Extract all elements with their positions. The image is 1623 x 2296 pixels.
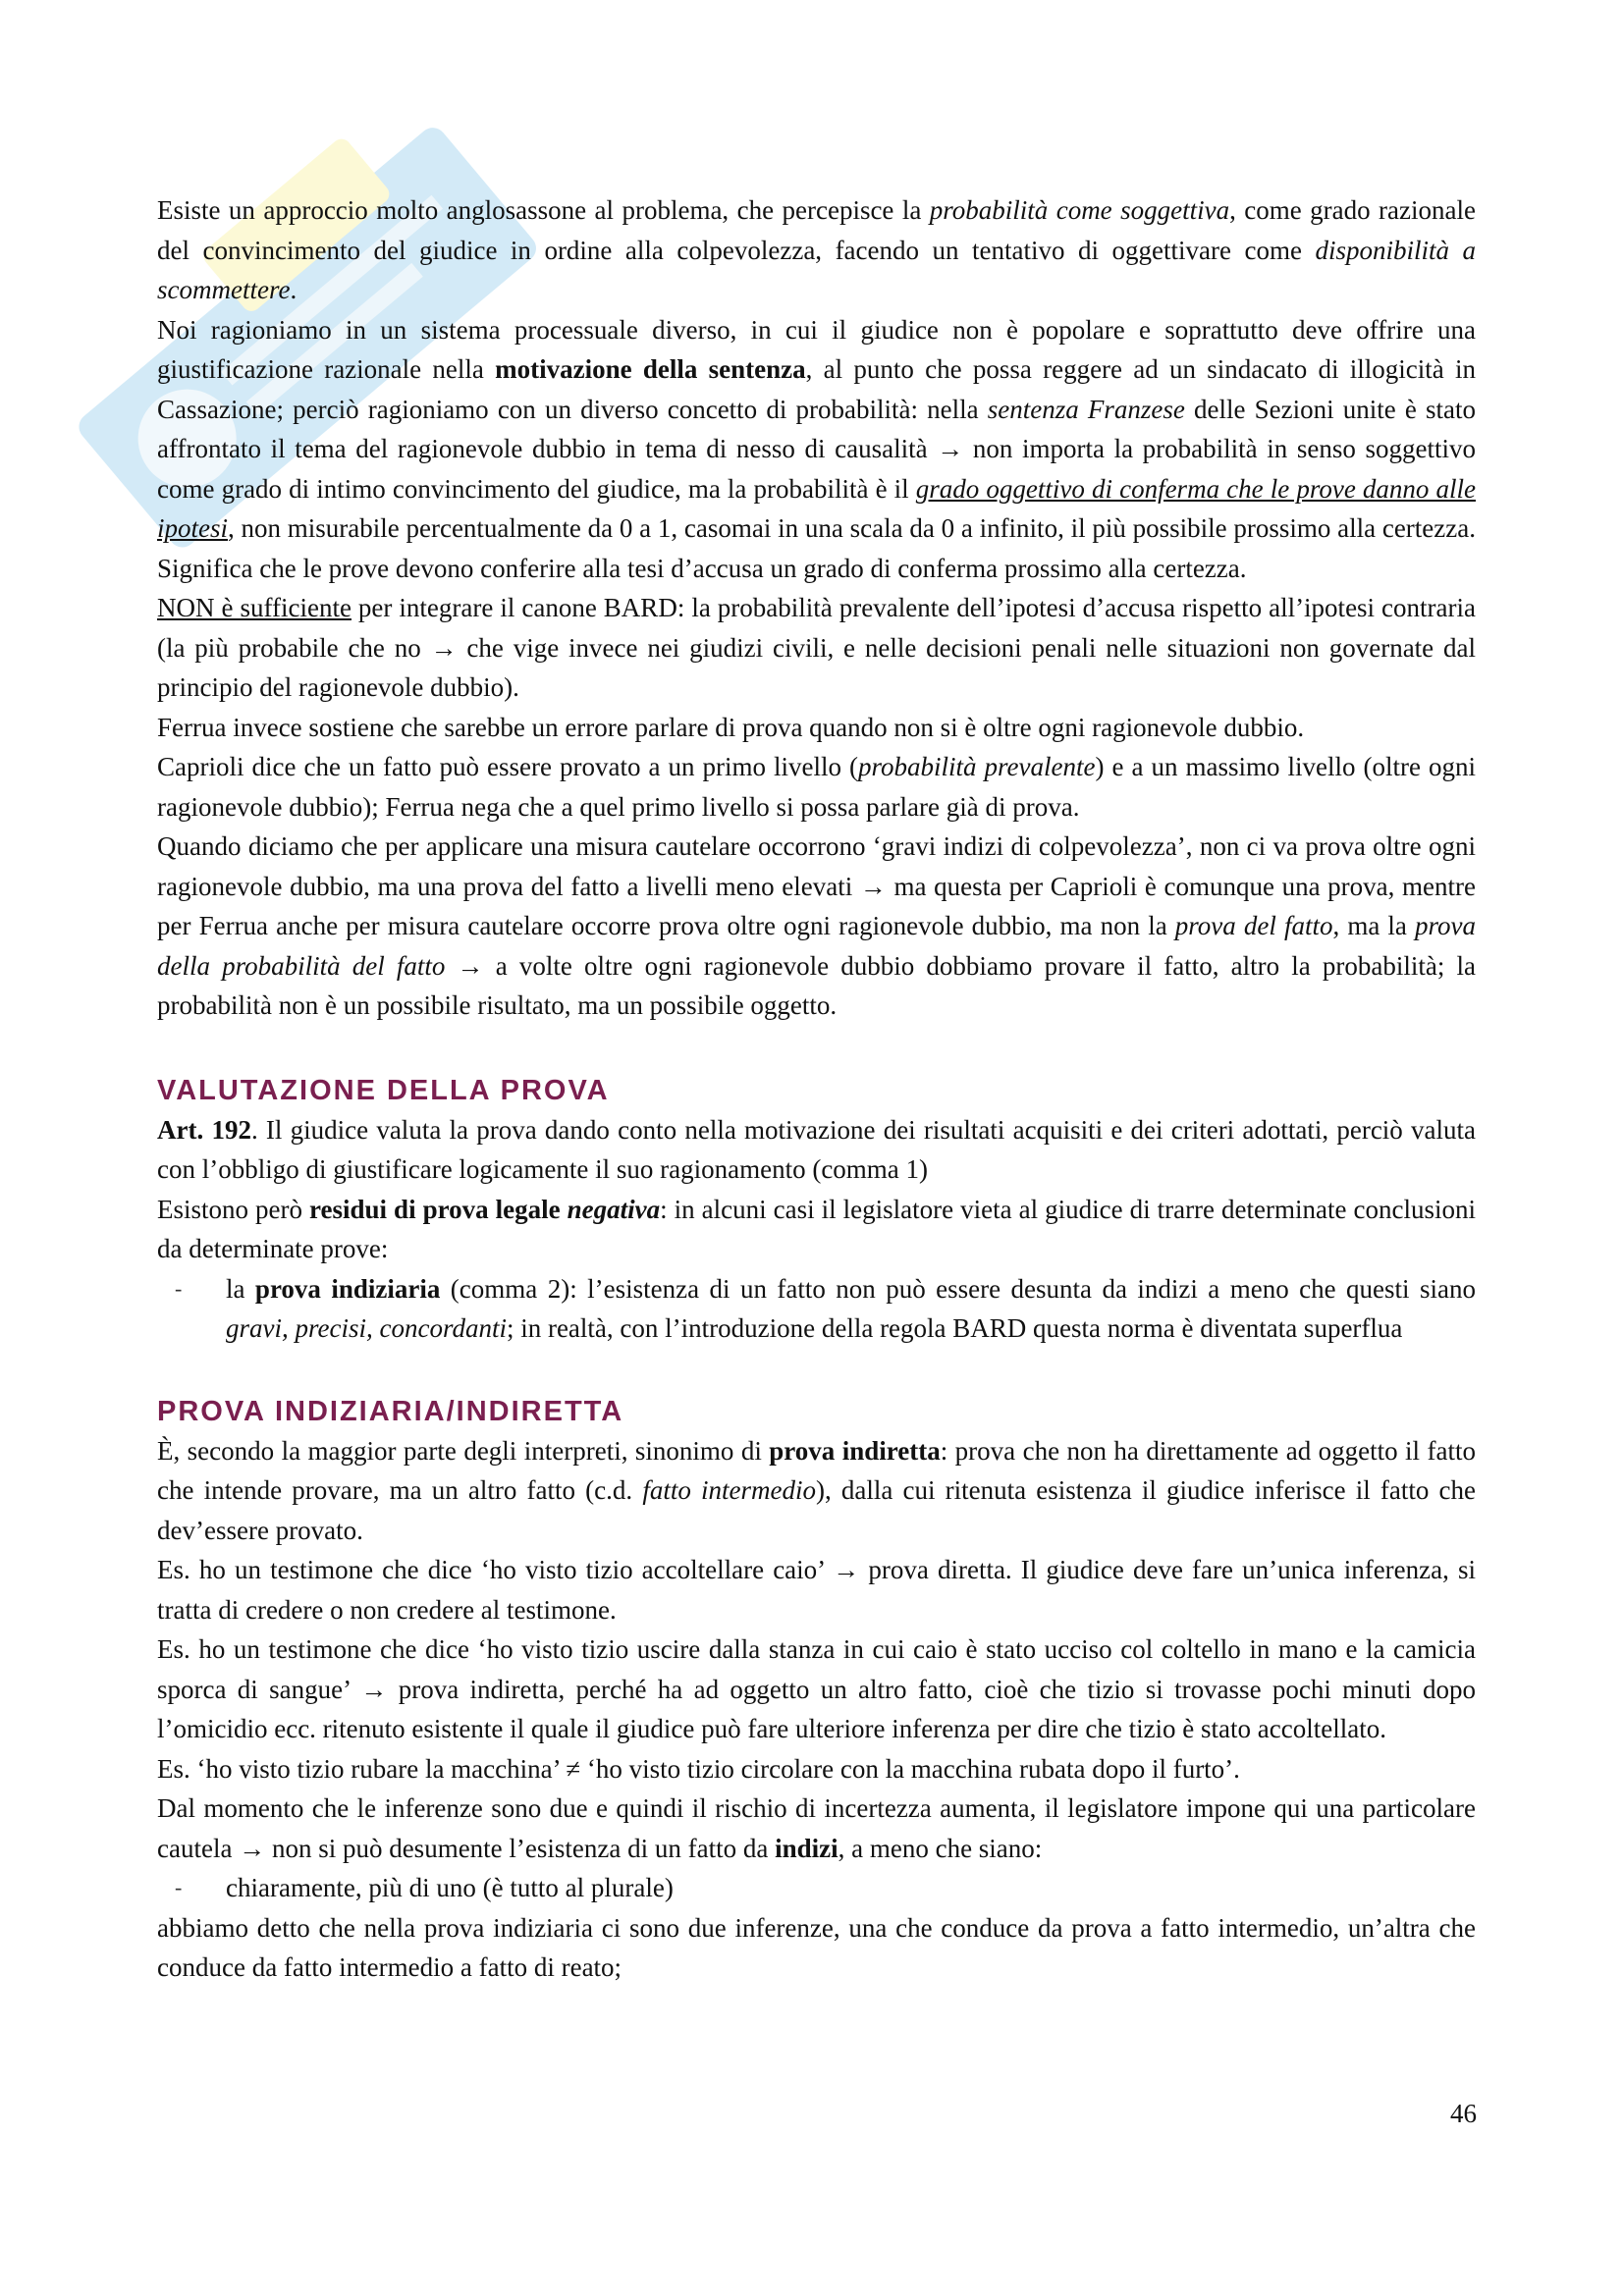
- paragraph: Noi ragioniamo in un sistema processuale diverso, in cui il giudice non è popolare e soprattutto deve offrire una giustificazione razionale nella motivazione della sentenza, al punto che possa reggere ad un sindacato di illogicità in Cassazione; perciò ragioniamo con un diverso concetto di probabilità: nella sentenza Franzese delle Sezioni unite è stato affrontato il tema del ragionevole dubbio in tema di nesso di causalità → non importa la probabilità in senso soggettivo come grado di intimo convincimento del giudice, ma la probabilità è il grado oggettivo di conferma che le prove danno alle ipotesi, non misurabile percentualmente da 0 a 1, casomai in una scala da 0 a infinito, il più possibile prossimo alla certezza. Significa che le prove devono conferire alla tesi d’accusa un grado di conferma prossimo alla certezza.: [157, 314, 1477, 583]
- bullet-list: [157, 1269, 1476, 1349]
- paragraph: Art. 192. Il giudice valuta la prova dando conto nella motivazione dei risultati acquisiti e dei criteri adottati, perciò valuta con l’obbligo di giustificare logicamente il suo ragionamento (comma 1): [157, 1114, 1476, 1184]
- document-body: [157, 190, 1476, 1988]
- paragraph: Es. ‘ho visto tizio rubare la macchina’ ≠ ‘ho visto tizio circolare con la macchina rubata dopo il furto’.: [157, 1753, 1240, 1784]
- paragraph: Es. ho un testimone che dice ‘ho visto tizio accoltellare caio’ → prova diretta. Il giudice deve fare un’unica inferenza, si tratta di credere o non credere al testimone.: [157, 1555, 1476, 1625]
- dash-bullet: -: [175, 1275, 183, 1301]
- paragraph: Esistono però residui di prova legale negativa: in alcuni casi il legislatore vieta al giudice di trarre determinate conclusioni da determinate prove:: [157, 1194, 1476, 1263]
- paragraph: È, secondo la maggior parte degli interpreti, sinonimo di prova indiretta: prova che non ha direttamente ad oggetto il fatto che intende provare, ma un altro fatto (c.d. fatto intermedio), dalla cui ritenuta esistenza il giudice inferisce il fatto che dev’essere provato.: [157, 1435, 1476, 1545]
- bullet-list: [157, 1868, 1476, 1908]
- paragraph: Dal momento che le inferenze sono due e quindi il rischio di incertezza aumenta, il legislatore impone qui una particolare cautela → non si può desumente l’esistenza di un fatto da indizi, a meno che siano:: [157, 1793, 1476, 1863]
- paragraph: Esiste un approccio molto anglosassone al problema, che percepisce la probabilità come soggettiva, come grado razionale del convincimento del giudice in ordine alla colpevolezza, facendo un tentativo di oggettivare come disponibilità a scommettere.: [157, 195, 1476, 304]
- page-number: 46: [1450, 2099, 1477, 2128]
- paragraph: Es. ho un testimone che dice ‘ho visto tizio uscire dalla stanza in cui caio è stato ucciso col coltello in mano e la camicia sporca di sangue’ → prova indiretta, perché ha ad oggetto un altro fatto, cioè che tizio si trovasse pochi minuti dopo l’omicidio ecc. ritenuto esistente il quale il giudice può fare ulteriore inferenza per dire che tizio è stato accoltellato.: [157, 1634, 1476, 1743]
- section-heading-prova-indiziaria: PROVA INDIZIARIA/INDIRETTA: [157, 1395, 624, 1427]
- section-heading-valutazione: VALUTAZIONE DELLA PROVA: [157, 1074, 610, 1106]
- list-item: - chiaramente, più di uno (è tutto al plurale): [157, 1868, 1476, 1908]
- dash-bullet: -: [175, 1875, 183, 1899]
- list-item: - la prova indiziaria (comma 2): l’esistenza di un fatto non può essere desunta da indizi a meno che questi siano gravi, precisi, concordanti; in realtà, con l’introduzione della regola BARD questa norma è diventata superflua: [157, 1269, 1476, 1349]
- paragraph: NON è sufficiente per integrare il canone BARD: la probabilità prevalente dell’ipotesi d’accusa rispetto all’ipotesi contraria (la più probabile che no → che vige invece nei giudizi civili, e nelle decisioni penali nelle situazioni non governate dal principio del ragionevole dubbio).: [157, 593, 1476, 702]
- paragraph: abbiamo detto che nella prova indiziaria ci sono due inferenze, una che conduce da prova a fatto intermedio, un’altra che conduce da fatto intermedio a fatto di reato;: [157, 1912, 1476, 1982]
- paragraph: Caprioli dice che un fatto può essere provato a un primo livello (probabilità prevalente) e a un massimo livello (oltre ogni ragionevole dubbio); Ferrua nega che a quel primo livello si possa parlare già di prova.: [157, 752, 1476, 822]
- paragraph: Ferrua invece sostiene che sarebbe un errore parlare di prova quando non si è oltre ogni ragionevole dubbio.: [157, 712, 1305, 742]
- paragraph: Quando diciamo che per applicare una misura cautelare occorrono ‘gravi indizi di colpevolezza’, non ci va prova oltre ogni ragionevole dubbio, ma una prova del fatto a livelli meno elevati → ma questa per Caprioli è comunque una prova, mentre per Ferrua anche per misura cautelare occorre prova oltre ogni ragionevole dubbio, ma non la prova del fatto, ma la prova della probabilità del fatto → a volte oltre ogni ragionevole dubbio dobbiamo provare il fatto, altro la probabilità; la probabilità non è un possibile risultato, ma un possibile oggetto.: [157, 831, 1476, 1020]
